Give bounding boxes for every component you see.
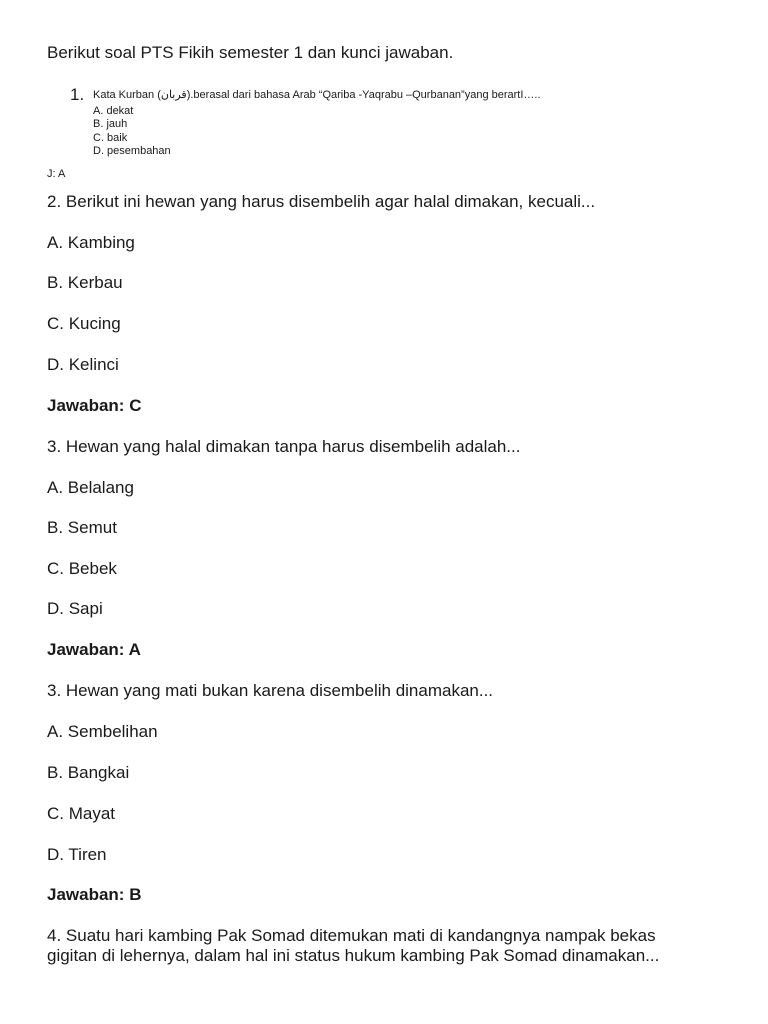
q3b-option-c: C. Mayat <box>47 804 116 823</box>
q3-option-c: C. Bebek <box>47 559 117 578</box>
q2-option-a: A. Kambing <box>47 233 135 252</box>
q1-answer: J: A <box>47 168 66 180</box>
q2-question: 2. Berikut ini hewan yang harus disembelih agar halal dimakan, kecuali... <box>47 192 596 211</box>
q3-option-d: D. Sapi <box>47 599 103 618</box>
q1-question: Kata Kurban (قربان).berasal dari bahasa Arab “Qariba -Yaqrabu –Qurbanan”yang berartI….. <box>93 89 541 101</box>
q3b-answer: Jawaban: B <box>47 885 142 904</box>
q2-option-b: B. Kerbau <box>47 273 123 292</box>
q2-answer: Jawaban: C <box>47 396 142 415</box>
q1-option-d: D. pesembahan <box>93 145 171 157</box>
q3-option-b: B. Semut <box>47 518 117 537</box>
q2-option-d: D. Kelinci <box>47 355 119 374</box>
q1-option-b: B. jauh <box>93 118 128 130</box>
q1-number: 1. <box>70 85 85 104</box>
q3b-option-a: A. Sembelihan <box>47 722 158 741</box>
q3-option-a: A. Belalang <box>47 478 134 497</box>
q3b-option-d: D. Tiren <box>47 845 107 864</box>
q1-option-c: C. baik <box>93 132 128 144</box>
q3b-question: 3. Hewan yang mati bukan karena disembelih dinamakan... <box>47 681 494 700</box>
q3-answer: Jawaban: A <box>47 640 141 659</box>
q2-option-c: C. Kucing <box>47 314 121 333</box>
q3b-option-b: B. Bangkai <box>47 763 130 782</box>
intro-text: Berikut soal PTS Fikih semester 1 dan kunci jawaban. <box>47 43 454 62</box>
q1-option-a: A. dekat <box>93 105 134 117</box>
q4-question: 4. Suatu hari kambing Pak Somad ditemukan mati di kandangnya nampak bekas gigitan di lehernya, dalam hal ini status hukum kambing Pak Somad dinamakan... <box>47 926 660 965</box>
q3-question: 3. Hewan yang halal dimakan tanpa harus disembelih adalah... <box>47 437 521 456</box>
